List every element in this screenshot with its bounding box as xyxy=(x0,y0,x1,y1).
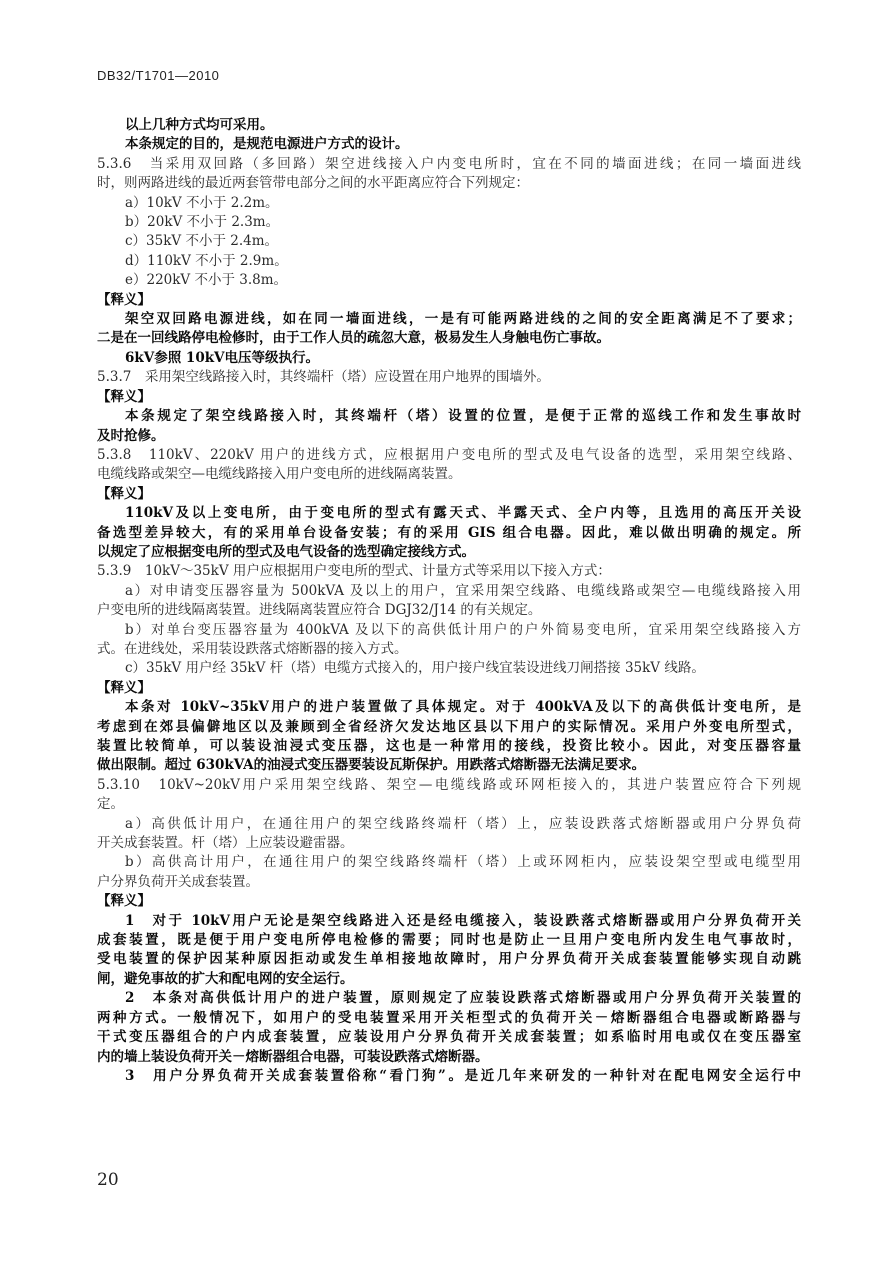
text-line: c）35kV 用户经 35kV 杆（塔）电缆方式接入的，用户接户线宜装设进线刀闸搭接 35kV 线路。 xyxy=(125,660,705,677)
text-line: 5.3.10 10kV~20kV用户采用架空线路、架空—电缆线路或环网柜接入的，其进户装置应符合下列规 xyxy=(97,776,801,793)
text-line: 成套装置，既是便于用户变电所停电检修的需要；同时也是防止一旦用户变电所内发生电气事故时， xyxy=(97,932,801,949)
text-line: 本条规定的目的，是规范电源进户方式的设计。 xyxy=(125,136,409,153)
text-line: a）高供低计用户，在通往用户的架空线路终端杆（塔）上，应装设跌落式熔断器或用户分界负荷 xyxy=(125,815,801,832)
text-line: b）对单台变压器容量为 400kVA 及以下的高供低计用户的户外简易变电所，宜采用架空线路接入方 xyxy=(125,621,801,638)
text-line: 本条对 10kV~35kV用户的进户装置做了具体规定。对于 400kVA及以下的高供低计变电所，是 xyxy=(125,699,801,716)
text-line: 开关成套装置。杆（塔）上应装设避雷器。 xyxy=(97,835,354,852)
text-line: 户分界负荷开关成套装置。 xyxy=(97,873,259,890)
text-line: 装置比较简单，可以装设油浸式变压器，这也是一种常用的接线，投资比较小。因此，对变压器容量 xyxy=(97,738,801,754)
document-body xyxy=(97,116,801,1086)
text-line: 及时抢修。 xyxy=(97,427,165,444)
text-line: 受电装置的保护因某种原因拒动或发生单相接地故障时，用户分界负荷开关成套装置能够实现自动跳 xyxy=(97,951,801,968)
text-line: 二是在一回线路停电检修时，由于工作人员的疏忽大意，极易发生人身触电伤亡事故。 xyxy=(97,330,610,347)
text-line: 做出限制。超过 630kVA的油浸式变压器要装设瓦斯保护。用跌落式熔断器无法满足要求。 xyxy=(97,757,646,774)
text-line: 户变电所的进线隔离装置。进线隔离装置应符合 DGJ32/J14 的有关规定。 xyxy=(97,602,542,619)
text-line: 备选型差异较大，有的采用单台设备安装；有的采用 GIS 组合电器。因此，难以做出明确的规定。所 xyxy=(97,524,801,541)
text-line: 110kV及以上变电所，由于变电所的型式有露天式、半露天式、全户内等，且选用的高压开关设 xyxy=(125,505,801,522)
text-line: a）对申请变压器容量为 500kVA 及以上的用户，宜采用架空线路、电缆线路或架空—电缆线路接入用 xyxy=(125,582,801,599)
text-line: 3 用户分界负荷开关成套装置俗称“看门狗”。是近几年来研发的一种针对在配电网安全运行中 xyxy=(125,1067,801,1084)
text-line: 1 对于 10kV用户无论是架空线路进入还是经电缆接入，装设跌落式熔断器或用户分界负荷开关 xyxy=(125,912,801,929)
text-line: 干式变压器组合的户内成套装置，应装设用户分界负荷开关成套装置；如系临时用电或仅在变压器室 xyxy=(97,1029,801,1046)
text-line: 内的墙上装设负荷开关－熔断器组合电器，可装设跌落式熔断器。 xyxy=(97,1048,489,1065)
text-line: d）110kV 不小于 2.9m。 xyxy=(125,252,288,269)
text-line: 6kV参照 10kV电压等级执行。 xyxy=(125,349,320,366)
text-line: e）220kV 不小于 3.8m。 xyxy=(125,272,288,289)
text-line: 本条规定了架空线路接入时，其终端杆（塔）设置的位置，是便于正常的巡线工作和发生事故时 xyxy=(125,408,801,425)
text-line: 以规定了应根据变电所的型式及电气设备的选型确定接线方式。 xyxy=(97,543,475,560)
standard-code-header: DB32/T1701—2010 xyxy=(97,68,220,83)
text-line: 电缆线路或架空—电缆线路接入用户变电所的进线隔离装置。 xyxy=(97,466,462,483)
text-line: 式。在进线处，采用装设跌落式熔断器的接入方式。 xyxy=(97,640,408,657)
text-line: a）10kV 不小于 2.2m。 xyxy=(125,194,279,211)
text-line: 时，则两路进线的最近两套管带电部分之间的水平距离应符合下列规定： xyxy=(97,175,529,192)
text-line: 5.3.7 采用架空线路接入时，其终端杆（塔）应设置在用户地界的围墙外。 xyxy=(97,369,550,386)
text-line: 2 本条对高供低计用户的进户装置，原则规定了应装设跌落式熔断器或用户分界负荷开关装置的 xyxy=(125,990,801,1007)
text-line: 两种方式。一般情况下，如用户的受电装置采用开关柜型式的负荷开关－熔断器组合电器或断路器与 xyxy=(97,1009,801,1026)
text-line: 【释义】 xyxy=(97,291,151,308)
text-line: 架空双回路电源进线，如在同一墙面进线，一是有可能两路进线的之间的安全距离满足不了要求； xyxy=(125,311,801,328)
text-line: 【释义】 xyxy=(97,893,151,910)
text-line: 5.3.9 10kV～35kV 用户应根据用户变电所的型式、计量方式等采用以下接入方式： xyxy=(97,563,611,580)
text-line: b）20kV 不小于 2.3m。 xyxy=(125,214,280,231)
text-line: c）35kV 不小于 2.4m。 xyxy=(125,233,279,250)
text-line: 以上几种方式均可采用。 xyxy=(125,117,274,133)
text-line: b）高供高计用户，在通往用户的架空线路终端杆（塔）上或环网柜内，应装设架空型或电缆型用 xyxy=(125,854,801,871)
text-line: 【释义】 xyxy=(97,485,151,502)
text-line: 5.3.6 当采用双回路（多回路）架空进线接入户内变电所时，宜在不同的墙面进线；在同一墙面进线 xyxy=(97,155,801,172)
text-line: 5.3.8 110kV、220kV 用户的进线方式，应根据用户变电所的型式及电气设备的选型，采用架空线路、 xyxy=(97,446,801,463)
text-line: 考虑到在郊县偏僻地区以及兼顾到全省经济欠发达地区县以下用户的实际情况。采用户外变电所型式， xyxy=(97,718,801,735)
text-line: 【释义】 xyxy=(97,679,151,696)
text-line: 定。 xyxy=(97,796,124,813)
text-line: 【释义】 xyxy=(97,388,151,405)
text-line: 闸，避免事故的扩大和配电网的安全运行。 xyxy=(97,970,354,987)
page-number: 20 xyxy=(97,1170,119,1190)
